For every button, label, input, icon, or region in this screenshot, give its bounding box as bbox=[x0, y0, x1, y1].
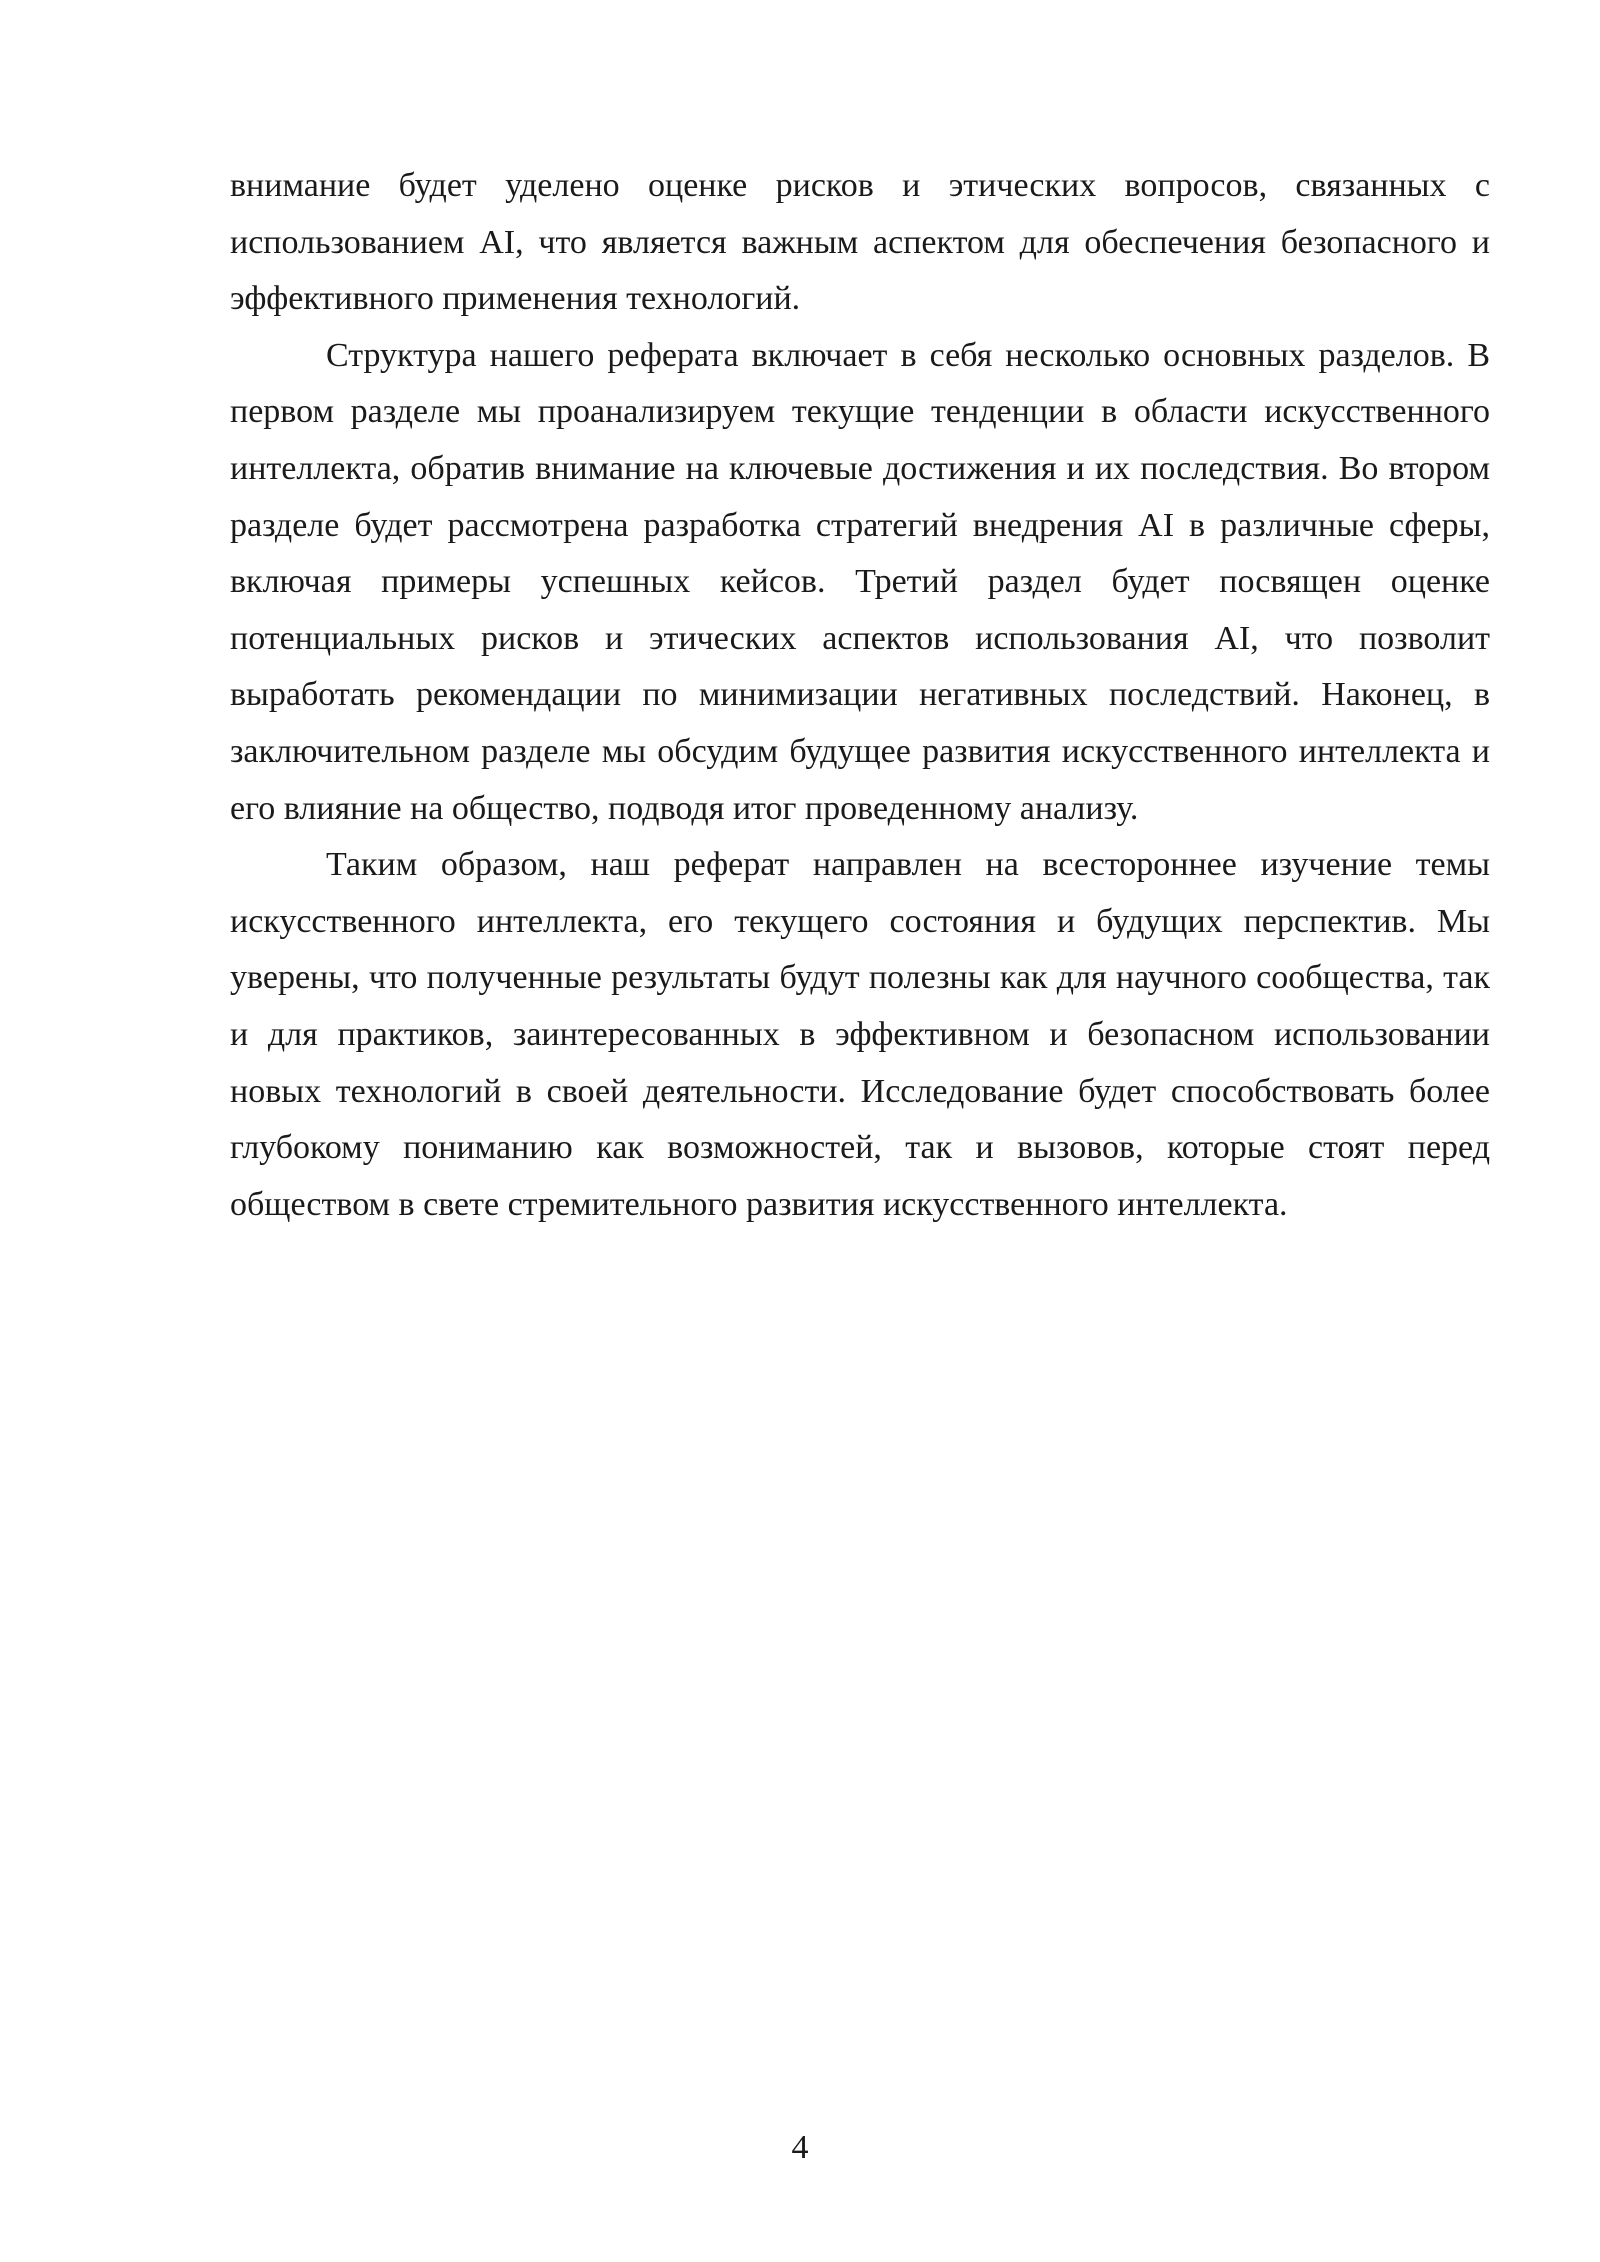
paragraph-conclusion: Таким образом, наш реферат направлен на всестороннее изучение темы искусственного интеллекта, его текущего состояния и будущих перспектив. Мы уверены, что полученные результаты будут полезны как для научного сообщества, так и для практиков, заинтересованных в эффективном и безопасном использовании новых технологий в своей деятельности. Исследование будет способствовать более глубокому пониманию как возможностей, так и вызовов, которые стоят перед обществом в свете стремительного развития искусственного интеллекта. bbox=[230, 846, 1490, 1223]
paragraph-structure: Структура нашего реферата включает в себя несколько основных разделов. В первом разделе мы проанализируем текущие тенденции в области искусственного интеллекта, обратив внимание на ключевые достижения и их последствия. Во втором разделе будет рассмотрена разработка стратегий внедрения AI в различные сферы, включая примеры успешных кейсов. Третий раздел будет посвящен оценке потенциальных рисков и этических аспектов использования AI, что позволит выработать рекомендации по минимизации негативных последствий. Наконец, в заключительном разделе мы обсудим будущее развития искусственного интеллекта и его влияние на общество, подводя итог проведенному анализу. bbox=[230, 336, 1490, 827]
document-body bbox=[230, 158, 1490, 1233]
page-number: 4 bbox=[791, 2129, 809, 2166]
paragraph-continuation: внимание будет уделено оценке рисков и этических вопросов, связанных с использованием AI, что является важным аспектом для обеспечения безопасного и эффективного применения технологий. bbox=[230, 167, 1490, 318]
